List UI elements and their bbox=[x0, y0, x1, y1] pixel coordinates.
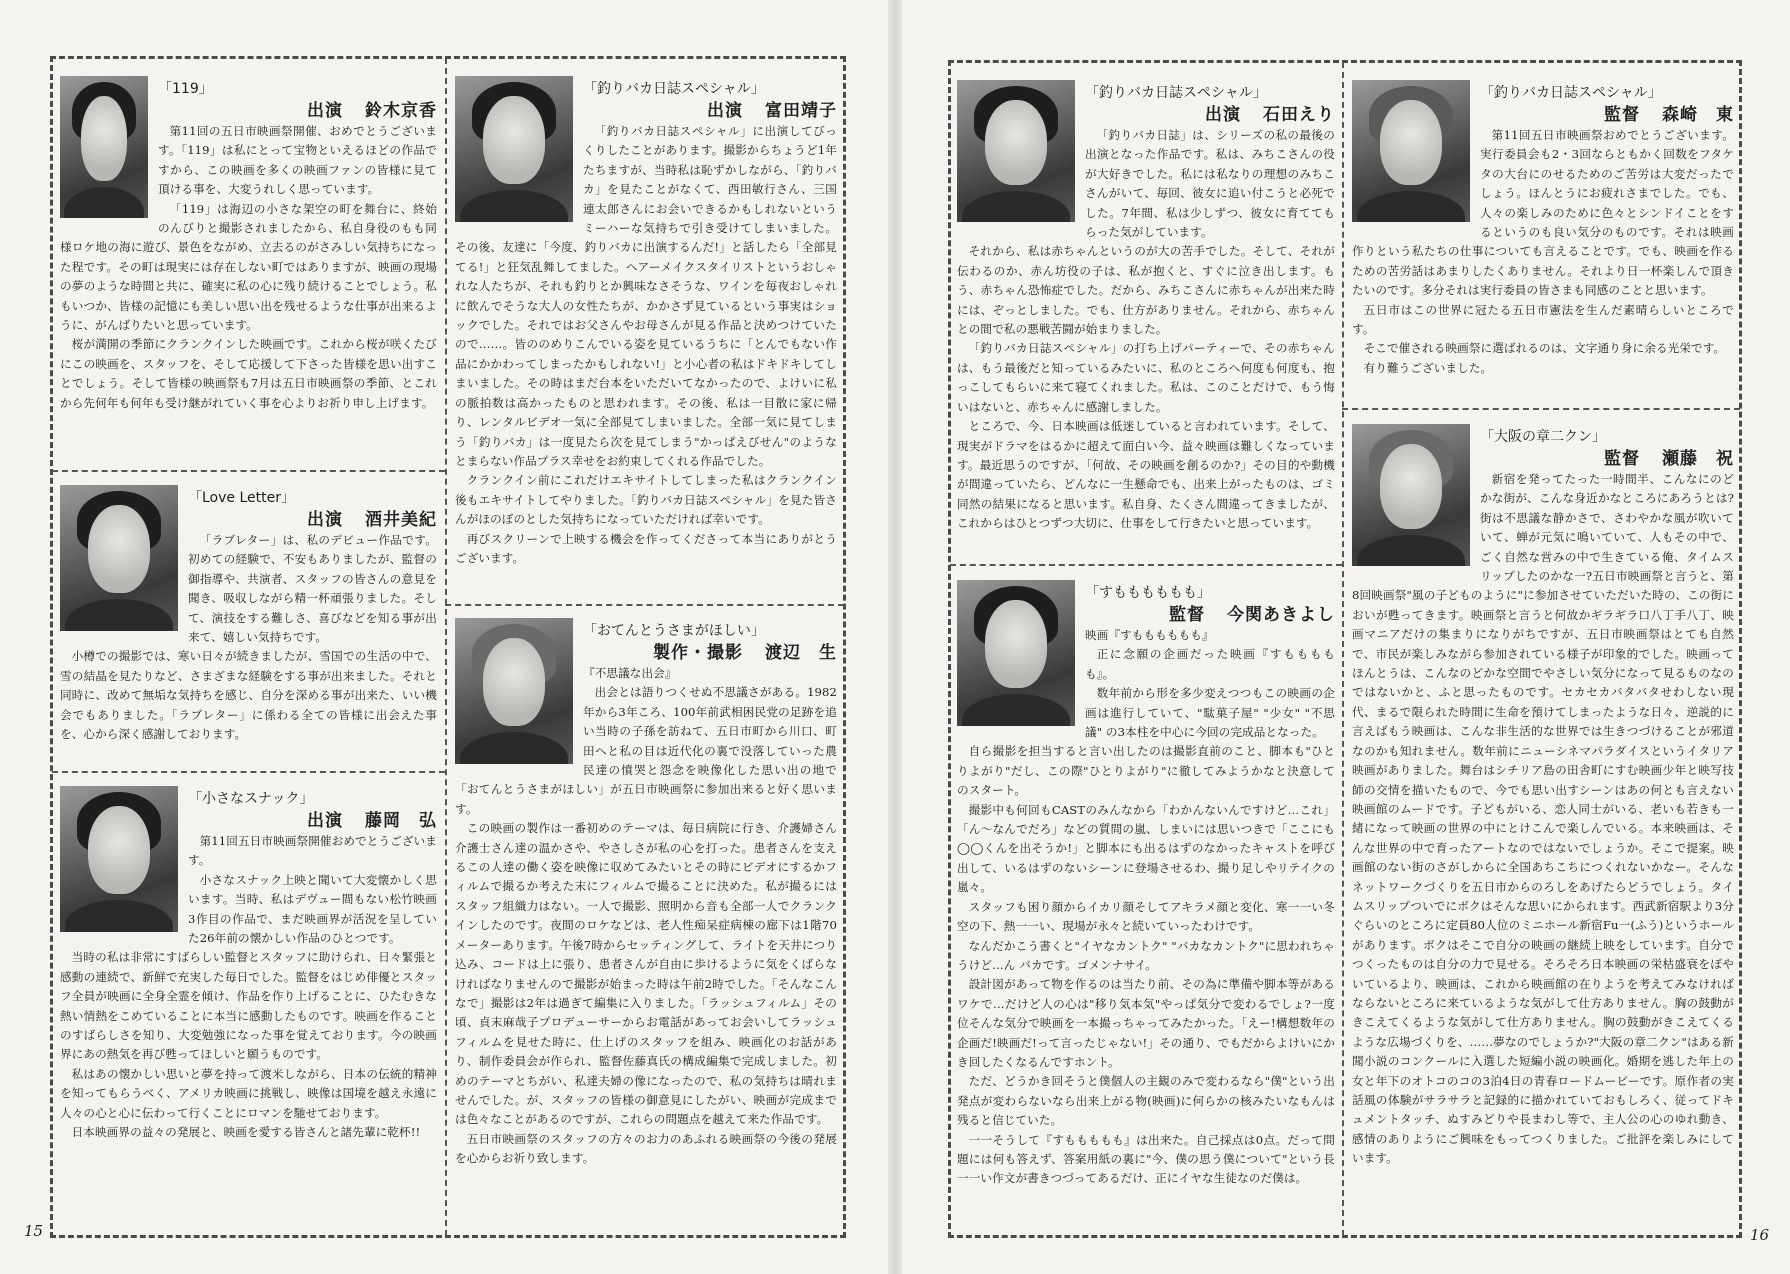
film-title: 「釣りバカ日誌スペシャル」 bbox=[583, 81, 765, 97]
paragraph: 映画『すもももももも』 bbox=[1085, 628, 1214, 642]
article-seto bbox=[1352, 424, 1734, 1232]
credit-role: 出演 bbox=[307, 811, 343, 831]
paragraph: この映画の製作は一番初めのテーマは、毎日病院に行き、介護婦さん介護士さん達の温かさや、やさしさが私の心を打った。患者さんを支えるこの人達の働く姿を映像に収めてみたいとその時にビデオにするかフィルムで撮るか考えた末にフィルムで撮ることに決めた。私が撮るにはスタッフ組織力はない。一人で撮影、照明から音も全部一人でクランクインしたのです。夜間のロケなどは、老人性痴呆症病棟の廊下は1階70メーターあります。午後7時からセッティングして、ライトを天井につり込み、コードは上に張り、患者さんが自由に歩けるように気をくばらなければなりませんので撮影が始まった時は午前2時でした。「そんなこんなで」撮影は2年は過ぎて編集に入りました。「ラッシュフィルム」その頃、貞末麻哉子プロデューサーからお電話があってお会いしてラッシュフィルムを見せた時に、仕上げのスタッフを組み、映画化のお話があり、制作委員会が作られ、監督佐藤真氏の構成編集で完成しました。初めのテーマとちがい、私達夫婦の像になったので、私の気持ちは晴れませんでした。が、スタッフの皆様の御意見にしたがい、映画が完成までは色々なことがあるのですが、これらの問題点を越えて来た作品です。 bbox=[455, 821, 837, 1127]
paragraph: ただ、どうかき回そうと僕個人の主観のみで変わるなら"僕"という出発点が変わらないなら出来上がる物(映画)に何らかの核みたいなもんは残ると信じていた。 bbox=[957, 1074, 1335, 1128]
paragraph: 私はあの懐かしい思いと夢を持って渡米しながら、日本の伝統的精神を知ってもらうべく、アメリカ映画に挑戦し、映像は国境を越え永遠に人々の心と心に伝わって行くことにロマンを馳せております。 bbox=[60, 1066, 437, 1120]
paragraph: 当時の私は非常にすばらしい監督とスタッフに助けられ、日々緊張と感動の連続で、新鮮で充実した毎日でした。監督をはじめ俳優とスタッフ全員が映画に全身全霊を傾け、作品を作り上げることに、ひたむきな熱い情熱をこめていることに本当に感動したものです。映画を作ることのすばらしさを知り、大変勉強になった事を覚えております。今の映画界にあの熱気を再び甦ってほしいと願うものです。 bbox=[60, 950, 437, 1062]
article-sakai bbox=[60, 485, 437, 767]
credit-role: 製作・撮影 bbox=[653, 643, 743, 663]
right-column-divider bbox=[1342, 62, 1344, 1236]
paragraph: 自ら撮影を担当すると言い出したのは撮影直前のこと、脚本も"ひとりよがり"だし、この際"ひとりよがり"に徹してみようかなと決意してのスタート。 bbox=[957, 744, 1335, 798]
portrait-photo bbox=[957, 80, 1075, 222]
credit-name: 今関あきよし bbox=[1227, 605, 1335, 625]
article-ishida bbox=[957, 80, 1335, 560]
paragraph: 「119」は海辺の小さな架空の町を舞台に、終始のんびりと撮影されましたから、私自身役のもも同様ロケ地の海に遊び、景色をながめ、立去るのがさみしい気持ちになった程です。その町は現実には存在しない町ではありますが、映画の現場の夢のような時間と共に、確実に私の心に残り続けることでしょう。私もいつか、皆様の記憶にも美しい思い出を残せるような仕事が出来るように、がんばりたいと思っています。 bbox=[60, 201, 437, 333]
paragraph: クランクイン前にこれだけエキサイトしてしまった私はクランクイン後もエキサイトしてやりました。「釣りバカ日誌スペシャル」を見た皆さんがほのぼのとした気持ちになっていただければ幸いです。 bbox=[455, 473, 837, 527]
page-number-left: 15 bbox=[24, 1222, 44, 1240]
paragraph: 出会とは語りつくせぬ不思議さがある。1982年から3年ころ、100年前武相困民党の足跡を追い当時の子孫を訪ねて、五日市町から川口、町田へと私の目は近代化の裏で没落していった農民達の憤哭と怨念を映像化した思い出の地で「おてんとうさまがほしい」が五日市映画祭に参加出来ると好く思います。 bbox=[455, 685, 837, 816]
film-title: 「小さなスナック」 bbox=[188, 791, 314, 807]
right-row-divider-1 bbox=[950, 564, 1342, 566]
portrait-photo bbox=[1352, 80, 1470, 222]
credit-name: 石田えり bbox=[1263, 105, 1335, 125]
paragraph: 第11回五日市映画祭おめでとうございます。実行委員会も2・3回ならともかく回数をフタケタの大台にのせるためのご苦労は大変だったでしょう。ほんとうにお疲れさまでした。でも、人々の楽しみのために色々とシンドイことをするというのも良い気分のものです。それは映画作りという私たちの仕事についても言えることです。でも、映画を作るための苦労話はあまりしたくありません。それより日一杯楽しんで頂きたいのです。多分それは実行委員の皆さまも同感のことと思います。 bbox=[1352, 128, 1734, 298]
article-tomita bbox=[455, 76, 837, 600]
article-imazeki bbox=[957, 580, 1335, 1232]
left-row-divider-2 bbox=[52, 771, 445, 773]
paragraph: 「釣りバカ日誌スペシャル」の打ち上げパーティーで、その赤ちゃんは、もう最後だと知っているみたいに、私のところへ何度も何度も、抱っこしてもらいに来て寝てくれました。私は、このことだけで、もう悔いはないと、赤ちゃんに感謝しました。 bbox=[957, 341, 1335, 414]
paragraph: 撮影中も何回もCASTのみんなから「わかんないんですけど…これ」「ん〜なんでだろ」などの質問の嵐、しまいには思いつきで「ここにも◯◯くんを出そうか!」と脚本にも出るはずのなかったキャストを呼び出して、いるはずのないシーンに登場させるわ、撮り足しやリテイクの嵐々。 bbox=[957, 802, 1335, 895]
article-watanabe bbox=[455, 618, 837, 1232]
article-subtitle: 『不思議な出会』 bbox=[583, 666, 677, 680]
paragraph: 設計図があって物を作るのは当たり前、その為に準備や脚本等があるワケで…だけど人の心は"移り気本気"やっぱ気分で変わるでしょ?一度位そんな気分で映画を一本撮っちゃってみたかった。「えー!構想数年の企画だ!映画だ!って言ったじゃない!」その通り、でもだからよけいにかき回したくなるんですホント。 bbox=[957, 977, 1335, 1069]
film-title: 「大阪の章二クン」 bbox=[1480, 429, 1606, 445]
left-row-divider-1 bbox=[52, 470, 445, 472]
credit-name: 酒井美紀 bbox=[365, 510, 437, 530]
credit-role: 監督 bbox=[1604, 105, 1640, 125]
paragraph: 「釣りバカ日誌」は、シリーズの私の最後の出演となった作品です。私は、みちこさんの役が大好きでした。私には私なりの理想のみちこさんがいて、毎回、彼女に追い付こうと必死でした。7年間、私は少しずつ、彼女に育ててもらった気がしています。 bbox=[1085, 128, 1335, 240]
credit-name: 鈴木京香 bbox=[365, 101, 437, 121]
credit-name: 藤岡 弘 bbox=[365, 811, 437, 831]
portrait-photo bbox=[60, 786, 178, 932]
film-title: 「おてんとうさまがほしい」 bbox=[583, 623, 765, 639]
paragraph: 第11回の五日市映画祭開催、おめでとうございます。「119」は私にとって宝物といえるほどの作品ですから、この映画を多くの映画ファンの皆様に見て頂ける事を、大変うれしく思っています。 bbox=[158, 124, 437, 197]
paragraph: それから、私は赤ちゃんというのが大の苦手でした。そして、それが伝わるのか、赤ん坊役の子は、私が抱くと、すぐに泣き出します。もう、赤ちゃん恐怖症でした。だから、みちこさんに赤ちゃんが出来た時には、ぞっとしました。でも、仕方がありません。それから、赤ちゃんとの間で私の悪戦苦闘が始まりました。 bbox=[957, 244, 1335, 337]
paragraph: 「ラブレター」は、私のデビュー作品です。初めての経験で、不安もありましたが、監督の御指導や、共演者、スタッフの皆さんの意見を聞き、吸収しながら精一杯頑張りました。そして、演技をする難しさ、喜びなどを知る事が出来て、嬉しい気持ちです。 bbox=[188, 533, 437, 645]
credit-role: 出演 bbox=[707, 101, 743, 121]
portrait-photo bbox=[957, 580, 1075, 726]
portrait-photo bbox=[455, 618, 573, 764]
credit-role: 出演 bbox=[307, 101, 343, 121]
film-title: 「釣りバカ日誌スペシャル」 bbox=[1480, 85, 1662, 101]
paragraph: スタッフも困り顔からイカリ顔そしてアキラメ顔と変化、寒一一い冬空の下、熱一一い、現場が永々と続いていったわけです。 bbox=[957, 899, 1335, 934]
credit-name: 富田靖子 bbox=[765, 101, 837, 121]
paragraph: 有り難うございました。 bbox=[1363, 360, 1493, 375]
paragraph: 「釣りバカ日誌スペシャル」に出演してびっくりしたことがあります。撮影からちょうど1年たちますが、当時私は恥ずかしながら、「釣りバカ」を見たことがなくて、西田敏行さん、三国連太郎さんにお会いできるかもしれないというミーハーな気持ちで引き受けてしまいました。その後、友達に「今度、釣りバカに出演するんだ!」と話したら「全部見てる!」と狂気乱舞してました。ヘアーメイクスタイリストというおしゃれな人たちが、それも釣りとか興味なさそうな、ワインを毎夜おしゃれに飲んでそうな大人の女性たちが、かかさず見ているという事実はショックでした。それではお父さんやお母さんが見る作品と決めつけていたので……。皆ののめりこんでいる姿を見ているうちに「とんでもない作品にかかわってしまったかもしれない!」と小心者の私はドキドキしてしまいました。その時はまだ台本をいただいてなかったので、よけいに私の脈拍数は高かったものと思われます。その後、私は一目散に家に帰り、レンタルビデオ一気に全部見てしまいました。全部一気に見てしまう「釣りバカ」は一度見たら次を見てしまう"かっぱえびせん"のようなとまらない作品プラス幸せをお約束してくれる作品でした。 bbox=[455, 124, 837, 468]
paragraph: 小さなスナック上映と聞いて大変懐かしく思います。当時、私はデヴュー間もない松竹映画3作目の作品で、まだ映画界が活況を呈していた26年前の懐かしい作品のひとつです。 bbox=[188, 872, 437, 946]
paragraph: 正に念願の企画だった映画『すももももも』。 bbox=[1085, 647, 1335, 681]
paragraph: 再びスクリーンで上映する機会を作ってくださって本当にありがとうございます。 bbox=[455, 531, 837, 565]
film-title: 「釣りバカ日誌スペシャル」 bbox=[1085, 85, 1267, 101]
credit-name: 渡辺 生 bbox=[765, 643, 837, 663]
article-suzuki bbox=[60, 76, 437, 466]
credit-role: 監督 bbox=[1604, 449, 1640, 469]
paragraph: 数年前から形を多少変えつつもこの映画の企画は進行していて、"駄菓子屋" "少女" "不思議" の3本柱を中心に今回の完成品となった。 bbox=[1085, 686, 1335, 740]
portrait-photo bbox=[60, 485, 178, 631]
paragraph: 新宿を発ってたった一時間半、こんなにのどかな街が、こんな身近かなところにあろうとは?街は不思議な静かさで、さわやかな風が吹いていて、蝉が元気に鳴いていて、人もその中で、ごく自然な営みの中で生きている俺、タイムスリップしたのかな一?五日市映画祭と言うと、第8回映画祭"風の子どものように"に参加させていただいた時の、この街においが甦ってきます。映画祭と言うと何故かギラギラ口八丁手八丁、映画マニアだけの集まりになりがちですが、五日市映画祭はとても自然で、市民が楽しみながら参加されている様子が印象的でした。映画ってほんとうは、こんなのどかな空間でやさしい気分になって見るものなのではないかと、ふと思ったものです。セカセカバタバタせわしない現代、まるで限られた時間に生命を預けてしまったような日々、逆説的に言えばもう映画は、こんな非生活的な世界では生きつづけることが邪道なのかも知れません。数年前にニューシネマパラダイスというイタリア映画がありました。舞台はシチリア島の田舎町にすむ映画少年と映写技師の交情を描いたもので、今でも思い出すシーンはあの何とも言えない映画館のムードです。子どもがいる、恋人同士がいる、老いも若きも一緒になって映画の世界の中にとけこんで楽しんでいる。本来映画は、そんな世界の中で育ったアートなのではないでしょうか。そこで提案。映画館のない街のさがしからに全国あちこちにつくれないかなー。そんなネットワークづくりを五日市からのろしをあげたらどうでしょう。タイムスリップついでにボクはそんな思いにかられます。西武新宿駅より3分ぐらいのところに定員80人位のミニホール新宿Fu一(ふう)というホールがあります。ボクはそこで自分の映画の継続上映をしています。自分でつくったものは自分の力で見せる。そろそろ日本映画の栄枯盛衰をぼやいているより、映画は、これから映画館の在りようを考えてみなければならないところに来ているような気がして仕方ありません。胸の鼓動がきこえてくるような気がして仕方ありません。胸の鼓動がきこえてくるような広場づくりを、……夢なのでしょうか?"大阪の章二クン"はある新聞小説のコンクールに入選した短編小説の映画化。婚期を逃した年上の女と年下のオトコのコの3泊4日の青春ロードムービーです。原作者の実話風の体験がサラサラと記録的に描かれていておもしろく、従ってドキュメントタッチ、ぬすみどりや長まわし等で、主人公の心のゆれ動き、感情のありようにご興味をもってつくりました。ご批評を楽しみにしています。 bbox=[1352, 472, 1734, 1166]
page-number-right: 16 bbox=[1750, 1226, 1770, 1244]
paragraph: そこで催される映画祭に選ばれるのは、文字通り身に余る光栄です。 bbox=[1363, 341, 1726, 356]
film-title: 「119」 bbox=[158, 81, 213, 97]
book-gutter bbox=[888, 0, 902, 1274]
paragraph: 第11回五日市映画祭開催おめでとうございます。 bbox=[188, 834, 437, 868]
paragraph: なんだかこう書くと"イヤなカントク" "バカなカントク"に思われちゃうけど…ん バカです。ゴメンナサイ。 bbox=[957, 938, 1335, 972]
paragraph: 小樽での撮影では、寒い日々が続きましたが、雪国での生活の中で、雪の結晶を見たりなど、さまざまな経験をする事が出来ました。それと同時に、改めて無垢な気持ちを感じ、自分を深める事が出来た、いい機会でもありました。「ラブレター」に係わる全ての皆様に出会えた事を、心から深く感謝しております。 bbox=[60, 649, 437, 742]
paragraph: 桜が満開の季節にクランクインした映画です。これから桜が咲くたびにこの映画を、スタッフを、そして応援して下さった皆様を思い出すことでしょう。そして皆様の映画祭も7月は五日市映画祭の季節、とこれから先何年も何年も受け継がれていく事を心よりお祈り申し上げます。 bbox=[60, 337, 437, 410]
paragraph: 五日市映画祭のスタッフの方々のお力のあふれる映画祭の今後の発展を心からお祈り致します。 bbox=[455, 1131, 837, 1166]
left-column-divider bbox=[445, 58, 447, 1236]
paragraph: 一一そうして『すももももも』は出来た。自己採点は0点。だって問題には何も答えず、答案用紙の裏に"今、僕の思う僕について"という長一一い作文が書きつづってあるだけ、正にイヤな生徒なのだ僕は。 bbox=[957, 1132, 1335, 1186]
film-title: 「Love Letter」 bbox=[188, 490, 295, 506]
paragraph: 日本映画界の益々の発展と、映画を愛する皆さんと諸先輩に乾杯!! bbox=[71, 1125, 421, 1140]
film-title: 「すもももももも」 bbox=[1085, 585, 1211, 601]
paragraph: ところで、今、日本映画は低迷していると言われています。そして、現実がドラマをはるかに超えて面白い今、益々映画は難しくなっています。最近思うのですが、「何故、その映画を創るのか?」その目的や動機が間違っていたら、どんなに一生懸命でも、出来上がったものは、ゴミ同然の結果になると思います。私自身、たくさん間違ってきましたが、これからはひとつずつ大切に、仕事をして行きたいと思っています。 bbox=[957, 419, 1335, 531]
portrait-photo bbox=[455, 76, 573, 222]
credit-role: 出演 bbox=[1205, 105, 1241, 125]
left-row-divider-3 bbox=[445, 604, 844, 606]
paragraph: 五日市はこの世界に冠たる五日市憲法を生んだ素晴らしいところです。 bbox=[1352, 302, 1734, 337]
credit-role: 出演 bbox=[307, 510, 343, 530]
right-row-divider-2 bbox=[1342, 408, 1740, 410]
credit-name: 森崎 東 bbox=[1662, 105, 1734, 125]
article-body bbox=[1352, 470, 1734, 1169]
credit-role: 監督 bbox=[1169, 605, 1205, 625]
article-morisaki bbox=[1352, 80, 1734, 404]
credit-name: 瀬藤 祝 bbox=[1662, 449, 1734, 469]
portrait-photo bbox=[1352, 424, 1470, 566]
portrait-photo bbox=[60, 76, 148, 218]
article-fujioka bbox=[60, 786, 437, 1232]
